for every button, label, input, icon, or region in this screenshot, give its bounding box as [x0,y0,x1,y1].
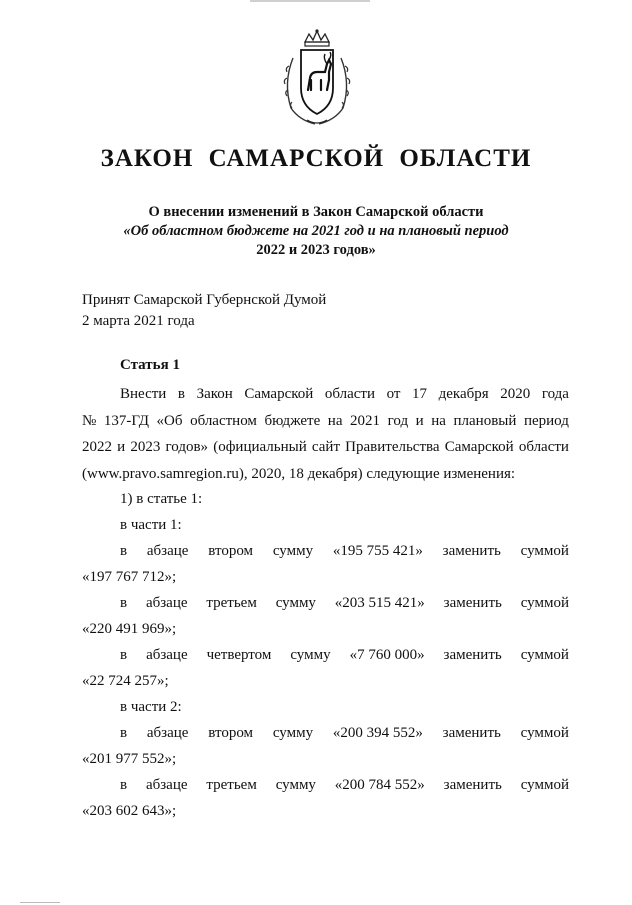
intro-word: Самарской [244,386,314,402]
adoption-date: 2 марта 2021 года [82,313,195,329]
intro-word: «Об [156,412,183,429]
intro-word: области [518,439,569,455]
amendment-word: заменить [443,777,502,793]
intro-word: декабря [438,386,489,402]
amendment-continuation: «201 977 552»; [82,751,177,767]
adoption-line-1: Принят Самарской Губернской Думой [82,292,327,308]
intro-word: года [541,386,569,402]
amendment-word: в [120,725,128,741]
part-2-heading: в части 2: [120,699,182,715]
amendment-continuation: «197 767 712»; [82,569,177,585]
intro-word: областном [190,412,257,429]
amendment-row [82,543,569,560]
amendment-row [82,725,569,742]
amendment-word: четвертом [206,647,272,663]
intro-word: на [327,412,343,429]
amendment-word: сумму [275,777,316,793]
amendment-word: абзаце [146,725,189,741]
amendment-continuation: «220 491 969»; [82,621,177,637]
amendment-word: втором [208,725,254,741]
intro-word: 2022 [82,439,112,455]
intro-word: в [177,386,185,402]
intro-word: 2023 [130,439,161,455]
intro-word: год [387,412,409,429]
intro-word: и [415,412,424,429]
amendment-continuation: «203 602 643»; [82,803,177,819]
intro-line-3 [82,434,569,461]
amendment-word: суммой [520,595,569,611]
amendment-continuation: «22 724 257»; [82,673,169,689]
amendment-word: суммой [520,725,569,741]
intro-word: 2020 [500,386,531,402]
amendment-word: «200 784 552» [334,777,425,793]
amendment-word: заменить [442,725,501,741]
amendment-word: в [120,647,128,663]
amendment-word: «7 760 000» [349,647,425,663]
intro-line-1 [82,381,569,408]
amendment-word: сумму [272,725,314,741]
intro-word: (официальный [213,439,307,455]
item-1-heading: 1) в статье 1: [120,491,203,507]
intro-word: Закон [196,386,233,402]
amendment-word: «200 394 552» [332,725,423,741]
amendment-word: сумму [290,647,331,663]
intro-word: 17 [412,386,428,402]
article-heading: Статья 1 [120,357,180,373]
amendment-word: втором [208,543,254,559]
scan-artifact-bottom [20,902,60,903]
intro-word: 137-ГД [103,412,149,429]
amendment-row [82,595,569,612]
amendment-word: третьем [206,777,257,793]
amendment-word: суммой [520,777,569,793]
scan-artifact-top [250,0,370,2]
intro-word: период [523,412,569,429]
document-title: ЗАКОН САМАРСКОЙ ОБЛАСТИ [100,145,532,172]
amendment-word: сумму [275,595,316,611]
intro-word: Правительства [345,439,440,455]
amendment-word: в [120,777,128,793]
amendment-word: заменить [443,595,502,611]
intro-word: на [431,412,446,429]
amendment-word: абзаце [146,543,189,559]
amendment-word: суммой [520,543,569,559]
intro-word: плановый [453,412,517,429]
intro-word: бюджете [264,412,321,429]
amendment-word: «203 515 421» [334,595,425,611]
subtitle-line-3: 2022 и 2023 годов» [256,242,376,258]
subtitle-line-1: О внесении изменений в Закон Самарской области [148,204,484,220]
amendment-word: в [120,595,128,611]
intro-line-4: (www.pravo.samregion.ru), 2020, 18 декабря) следующие изменения: [82,465,516,482]
subtitle-line-2: «Об областном бюджете на 2021 год и на плановый период [123,223,509,239]
document-subtitle [80,203,552,260]
intro-word: сайт [311,439,341,455]
amendment-word: абзаце [145,595,188,611]
amendment-word: заменить [442,543,501,559]
amendment-word: третьем [206,595,257,611]
coat-of-arms-emblem-icon [277,28,357,128]
intro-word: от [386,386,401,402]
amendment-word: суммой [520,647,569,663]
amendment-row [82,647,569,664]
intro-word: № [82,412,97,429]
amendment-word: сумму [272,543,314,559]
amendment-word: «195 755 421» [332,543,423,559]
intro-word: 2021 [350,412,381,429]
intro-line-2 [82,408,569,435]
intro-word: Самарской [444,439,514,455]
intro-word: области [324,386,376,402]
amendment-word: заменить [443,647,502,663]
amendment-word: в [120,543,128,559]
adoption-note [82,290,326,332]
amendment-word: абзаце [145,777,188,793]
intro-word: Внести [120,386,167,402]
part-1-heading: в части 1: [120,517,182,533]
amendment-word: абзаце [146,647,188,663]
intro-word: и [117,439,126,455]
intro-word: годов» [165,439,209,455]
article-intro-paragraph [82,381,569,487]
amendment-row [82,777,569,794]
